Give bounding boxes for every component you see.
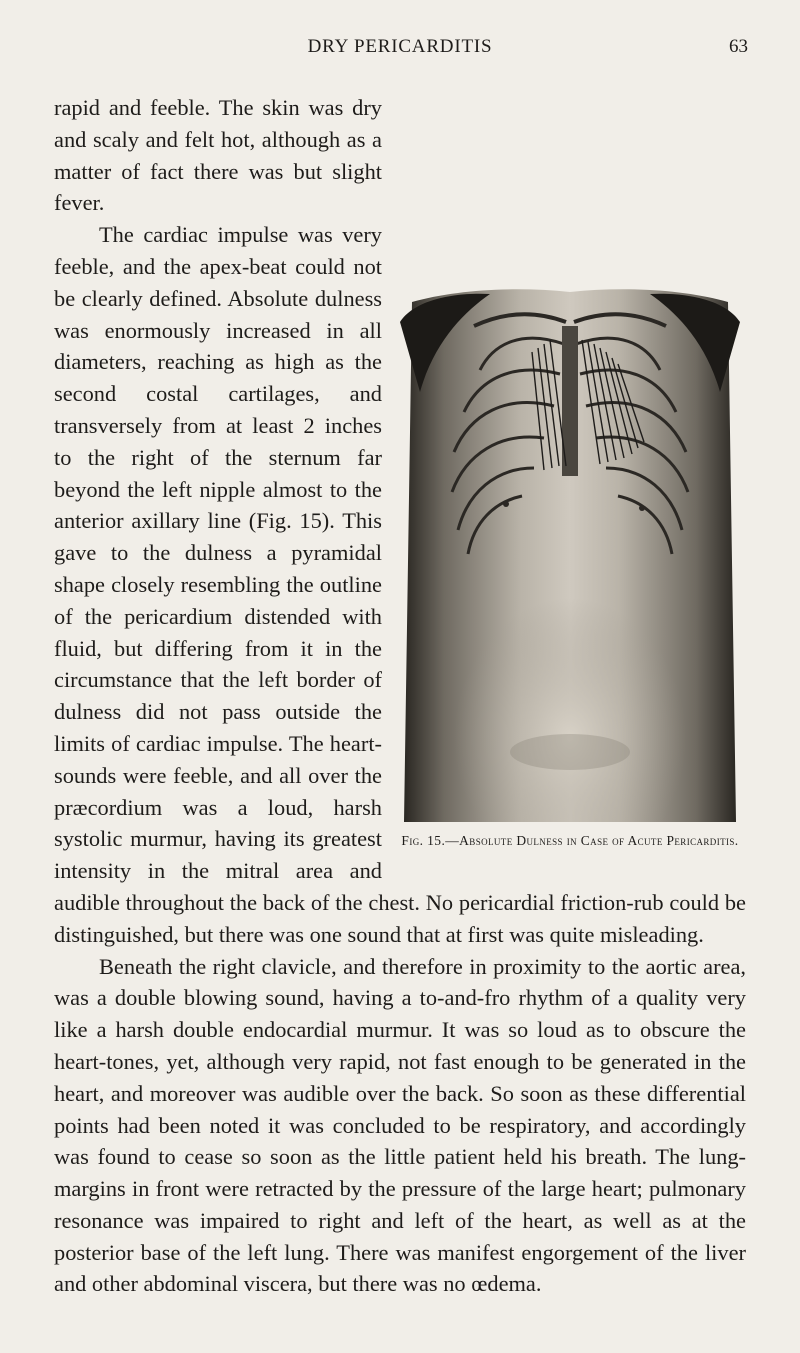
nipple-right <box>503 501 509 507</box>
figure-caption: Fig. 15.—Absolute Dulness in Case of Acute Pericarditis. <box>401 833 739 848</box>
body-text <box>54 92 746 1300</box>
paragraph-2: The cardiac impulse was very feeble, and the apex-beat could not be clearly defined. Absolute dulness was enormously increased in all diameters, reaching as high as the second costal cartilages, and transversely from at least 2 inches to the right of the sternum far beyond the left nipple almost to the anterior axillary line (Fig. 15). This gave to the dulness a pyramidal shape closely resembling the outline of the pericardium distended with fluid, but differing from it in the circumstance that the left border of dulness did not pass outside the limits of cardiac impulse. The heart-sounds were feeble, and all over the præcordium was a loud, harsh systolic murmur, having its greatest intensity in the mitral area and audible throughout the back of the chest. No pericardial friction-rub could be distinguished, but there was one sound that at first was quite misleading. <box>54 222 746 947</box>
figure-15 <box>394 282 746 866</box>
chest-dulness-illustration <box>394 282 746 822</box>
nipple-left <box>639 505 645 511</box>
running-head <box>0 36 800 66</box>
running-title: DRY PERICARDITIS <box>307 36 493 57</box>
paragraph-1: rapid and feeble. The skin was dry and scaly and felt hot, although as a matter of fact there was but slight fever. <box>54 95 382 216</box>
page-number: 63 <box>729 36 748 57</box>
paragraph-3: Beneath the right clavicle, and therefore in proximity to the aortic area, was a double blowing sound, having a to-and-fro rhythm of a quality very like a harsh double endocardial murmur. It was so loud as to obscure the heart-tones, yet, although very rapid, not fast enough to be generated in the heart, and moreover was audible over the back. So soon as these differential points had been noted it was concluded to be respiratory, and accordingly was found to cease so soon as the little patient held his breath. The lung-margins in front were retracted by the pressure of the large heart; pulmonary resonance was impaired to right and left of the heart, as well as at the posterior base of the left lung. There was manifest engorgement of the liver and other abdominal viscera, but there was no œdema. <box>54 953 746 1297</box>
